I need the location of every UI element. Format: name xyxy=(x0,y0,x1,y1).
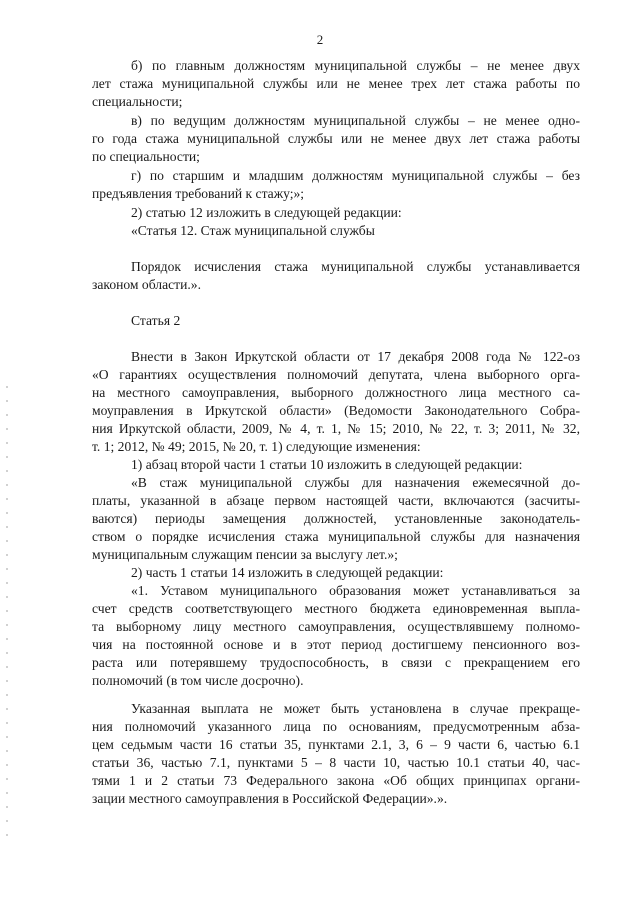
text-line: в) по ведущим должностям муниципальной службы – не менее одно- xyxy=(131,113,580,128)
text-line: «1. Уставом муниципального образования может устанавливаться за xyxy=(131,583,580,598)
text-line: «Статья 12. Стаж муниципальной службы xyxy=(131,223,375,238)
text-line: 2) часть 1 статьи 14 изложить в следующей редакции: xyxy=(131,565,444,580)
text-line: Указанная выплата не может быть установлена в случае прекраще- xyxy=(131,701,580,716)
text-line: цем седьмым части 16 статьи 35, пунктами 2.1, 3, 6 – 9 части 6, частью 6.1 xyxy=(92,737,580,752)
text-line: муниципальным служащим пенсии за выслугу лет.»; xyxy=(92,547,398,562)
page-number: 2 xyxy=(316,32,324,47)
text-line: чия на постоянной основе и в этот период достигшему пенсионного воз- xyxy=(92,637,580,652)
text-line: счет средств соответствующего местного бюджета единовременная выпла- xyxy=(92,601,580,616)
text-line: «В стаж муниципальной службы для назначения ежемесячной до- xyxy=(131,475,580,490)
text-line: Внести в Закон Иркутской области от 17 декабря 2008 года № 122-оз xyxy=(131,349,580,364)
text-line: та выборному лицу местного самоуправления, осуществлявшему полномо- xyxy=(92,619,580,634)
text-line: г) по старшим и младшим должностям муниципальной службы – без xyxy=(131,168,580,183)
text-line: зации местного самоуправления в Российской Федерации».». xyxy=(92,791,448,806)
text-line: б) по главным должностям муниципальной службы – не менее двух xyxy=(131,58,580,73)
text-line: полномочий (в том числе досрочно). xyxy=(92,673,304,688)
text-line: лет стажа муниципальной службы или не менее трех лет стажа работы по xyxy=(92,76,580,91)
text-line: на местного самоуправления, выборного должностного лица местного са- xyxy=(92,385,580,400)
text-line: ния полномочий указанного лица по основаниям, предусмотренным абза- xyxy=(92,719,580,734)
text-line: ваются) периоды замещения должностей, установленные законодатель- xyxy=(92,511,580,526)
text-line: 1) абзац второй части 1 статьи 10 изложить в следующей редакции: xyxy=(131,457,523,472)
text-line: предъявления требований к стажу;»; xyxy=(92,186,305,201)
text-line: 2) статью 12 изложить в следующей редакции: xyxy=(131,205,402,220)
text-line: платы, указанной в абзаце первом настоящей части, включаются (засчиты- xyxy=(92,493,580,508)
text-line: тями 1 и 2 статьи 73 Федерального закона «Об общих принципах органи- xyxy=(92,773,580,788)
text-line: статьи 36, частью 7.1, пунктами 5 – 8 части 10, частью 10.1 статьи 40, час- xyxy=(92,755,580,770)
article-heading: Статья 2 xyxy=(131,313,181,328)
text-line: Порядок исчисления стажа муниципальной службы устанавливается xyxy=(131,259,580,274)
text-line: т. 1; 2012, № 49; 2015, № 20, т. 1) следующие изменения: xyxy=(92,439,421,454)
text-line: го года стажа муниципальной службы или не менее двух лет стажа работы xyxy=(92,131,580,146)
text-line: ния Иркутской области, 2009, № 4, т. 1, № 15; 2010, № 22, т. 3; 2011, № 32, xyxy=(92,421,580,436)
text-line: ством о порядке исчисления стажа муниципальной службы для назначения xyxy=(92,529,580,544)
text-line: по специальности; xyxy=(92,149,200,164)
text-line: «О гарантиях осуществления полномочий депутата, члена выборного орга- xyxy=(92,367,580,382)
text-line: раста или потерявшему трудоспособность, в связи с прекращением его xyxy=(92,655,580,670)
text-line: моуправления в Иркутской области» (Ведомости Законодательного Собра- xyxy=(92,403,580,418)
text-line: законом области.». xyxy=(92,277,201,292)
text-line: специальности; xyxy=(92,94,183,109)
scan-margin-dots xyxy=(6,380,8,840)
